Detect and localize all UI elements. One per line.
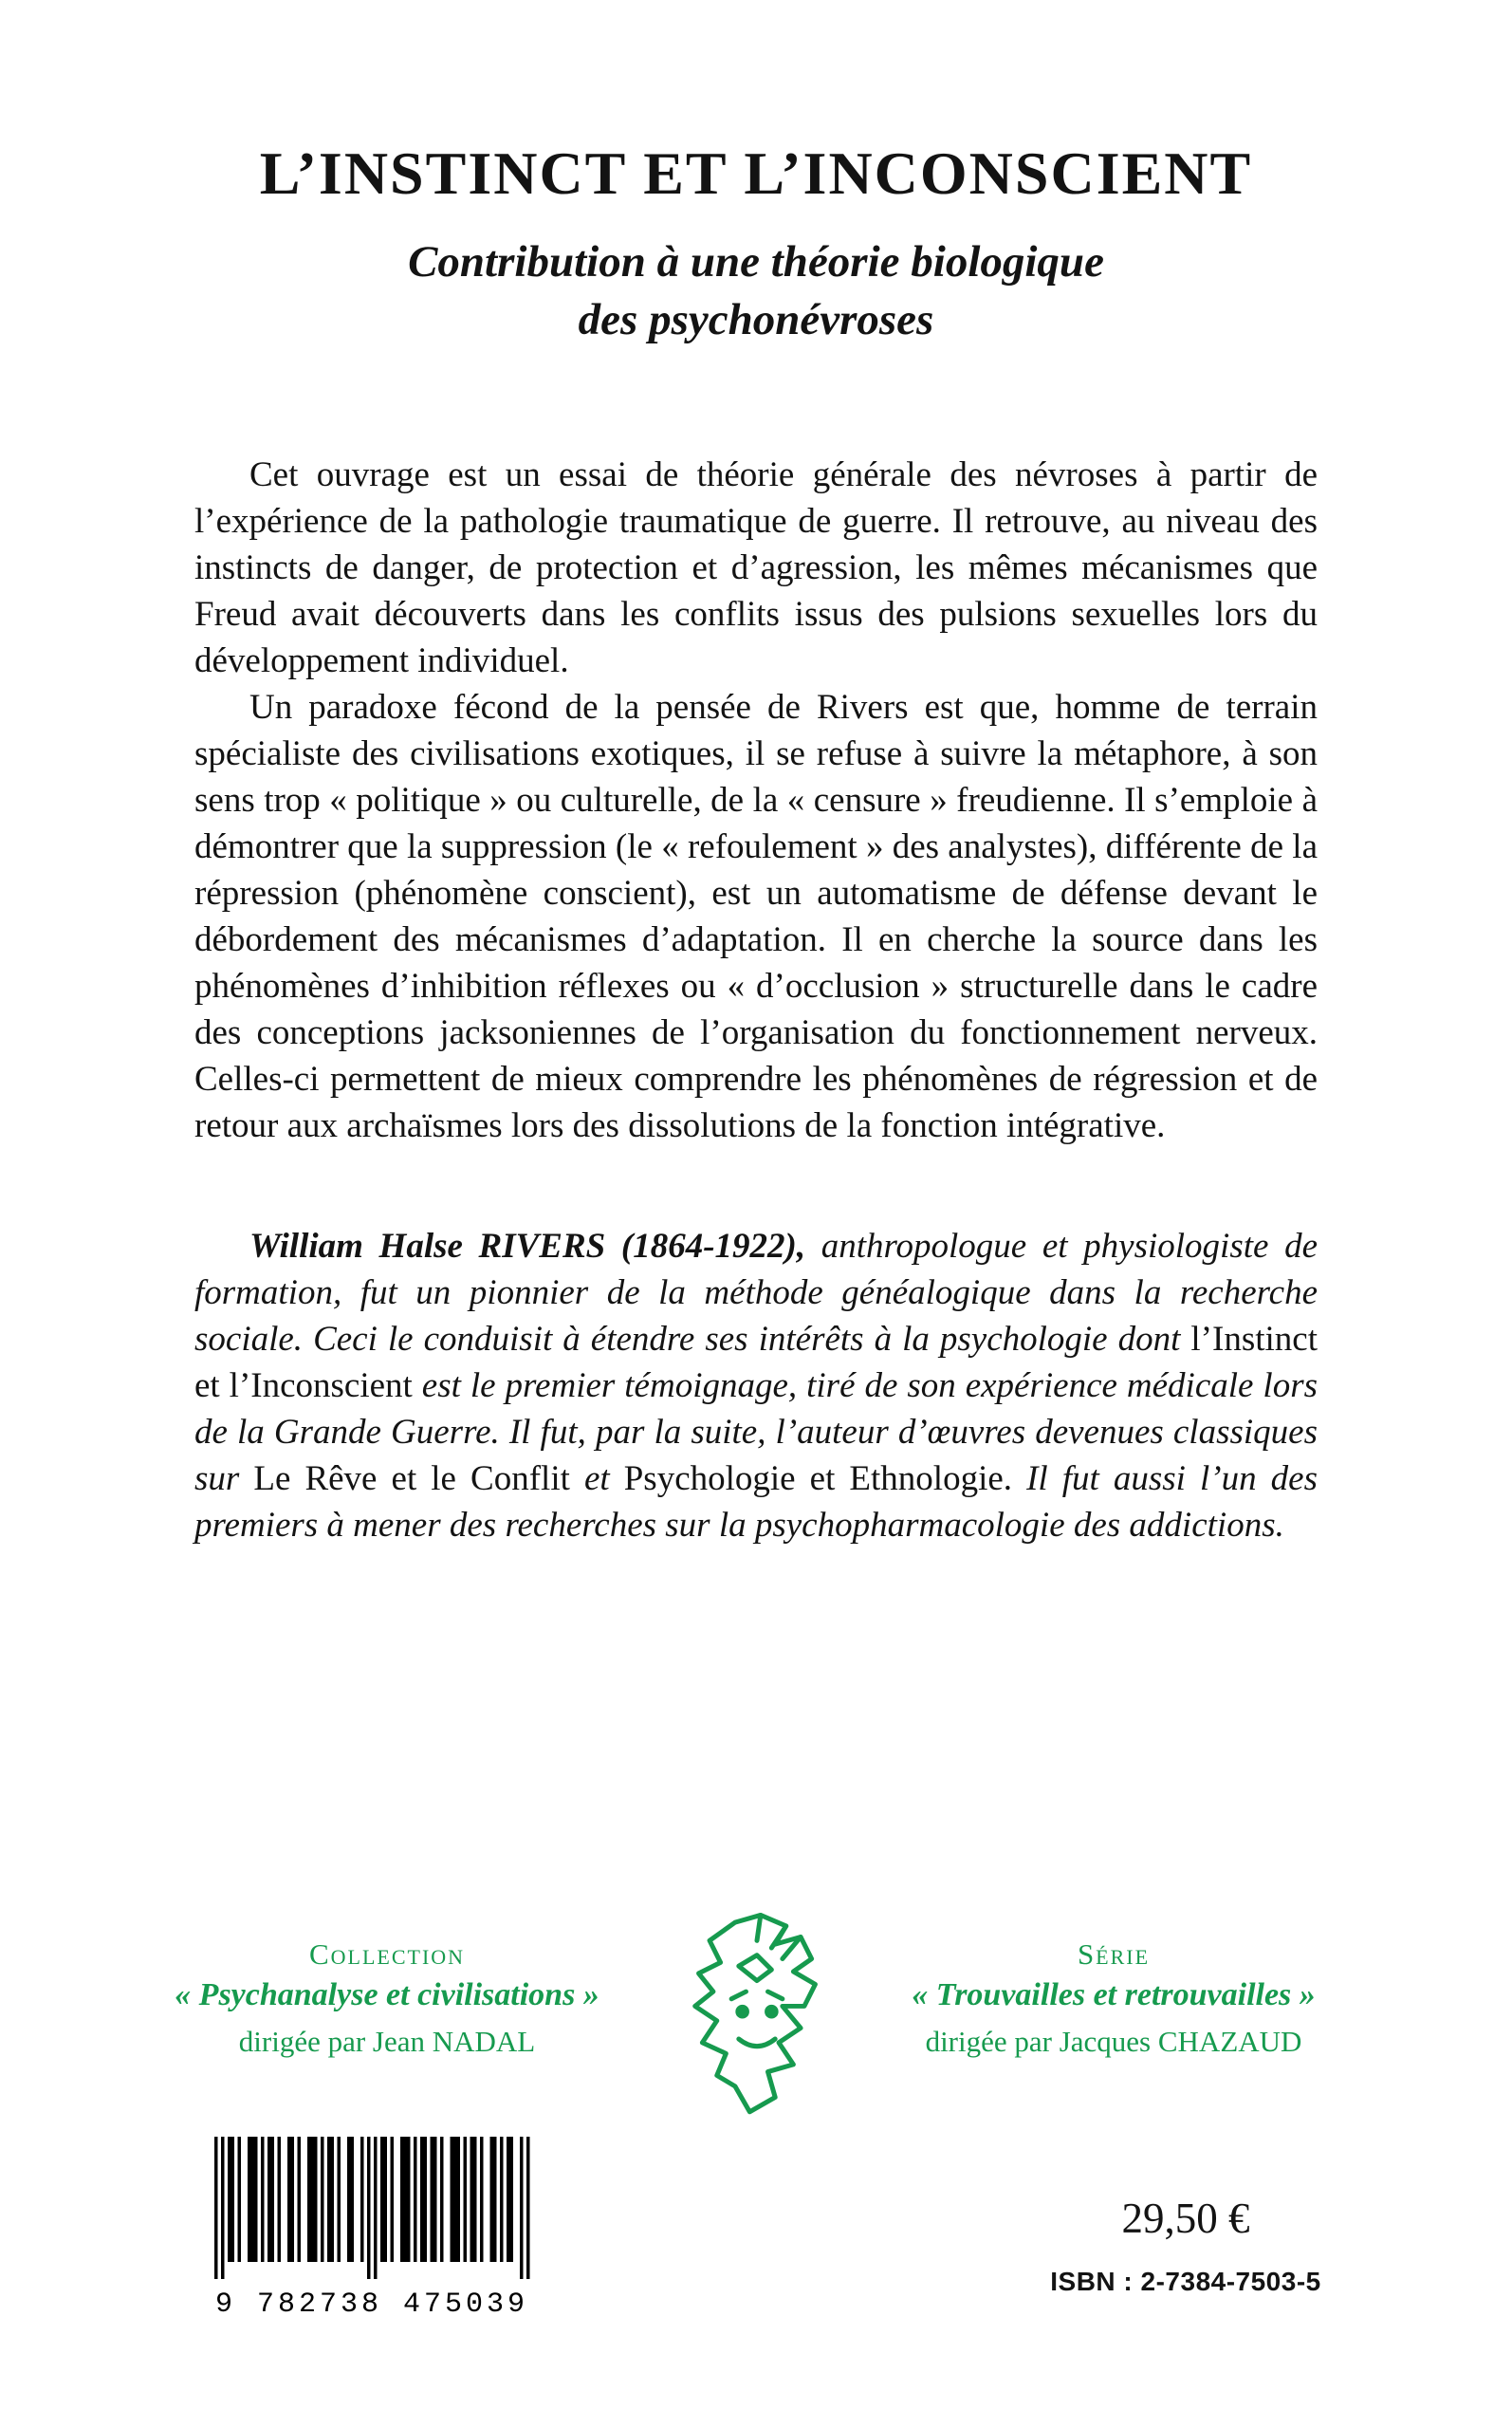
- book-title: L’INSTINCT ET L’INCONSCIENT: [259, 139, 1253, 207]
- publisher-logo-icon: [666, 1909, 848, 2123]
- series-director: dirigée par Jacques CHAZAUD: [925, 2025, 1302, 2058]
- synopsis-paragraph-2: Un paradoxe fécond de la pensée de Rivers est que, homme de terrain spécialiste des civilisations exotiques, il se refuse à suivre la métaphore, à son sens trop « politique » ou culturelle, de la « censure » freudienne. Il s’emploie à démontrer que la suppression (le « refoulement » des analystes), différente de la répression (phénomène conscient), est un automatisme de défense devant le débordement des mécanismes d’adaptation. Il en cherche la source dans les phénomènes d’inhibition réflexes ou « d’occlusion » structurelle dans le cadre des conceptions jacksoniennes de l’organisation du fonctionnement nerveux. Celles-ci permettent de mieux comprendre les phénomènes de régression et de retour aux archaïsmes lors des dissolutions de la fonction intégrative.: [194, 688, 1318, 1145]
- series-info: [839, 1937, 1389, 2059]
- barcode: [211, 2137, 533, 2321]
- collection-label: Collection: [308, 1937, 466, 1971]
- price: 29,50 €: [1121, 2195, 1250, 2242]
- series-name: « Trouvailles et retrouvailles »: [912, 1977, 1316, 2012]
- collection-director: dirigée par Jean NADAL: [238, 2025, 536, 2058]
- subtitle-line-2: des psychonévroses: [578, 295, 934, 344]
- book-subtitle: [0, 233, 1512, 349]
- bio-segment-7: Il fut aussi l’un des premiers à mener des recherches sur la psychopharmacologie des addictions.: [194, 1459, 1318, 1545]
- publisher-logo: [666, 1909, 848, 2123]
- collection-name: « Psychanalyse et civilisations »: [175, 1977, 599, 2012]
- author-name: William Halse RIVERS (1864-1922),: [249, 1227, 821, 1266]
- bio-segment-5: et: [583, 1459, 624, 1498]
- subtitle-line-1: Contribution à une théorie biologique: [408, 237, 1104, 287]
- synopsis: [194, 452, 1318, 1149]
- barcode-digits: 9 782738 475039: [214, 2289, 529, 2321]
- author-bio: [194, 1223, 1318, 1548]
- bio-segment-4: Le Rêve et le Conflit: [253, 1459, 584, 1498]
- bio-segment-3: est le premier témoignage, tiré de son expérience médicale lors de la Grande Guerre. Il fut, par la suite, l’auteur d’œuvres devenues classiques sur: [194, 1366, 1318, 1498]
- bio-segment-2: l’Instinct et l’Inconscient: [194, 1320, 1318, 1405]
- isbn: ISBN : 2-7384-7503-5: [1050, 2267, 1321, 2296]
- bio-segment-1: anthropologue et physiologiste de formation, fut un pionnier de la méthode généalogique dans la recherche sociale. Ceci le conduisit à étendre ses intérêts à la psychologie dont: [194, 1227, 1318, 1359]
- price-and-isbn: [968, 2194, 1404, 2297]
- series-label: Série: [1077, 1937, 1151, 1971]
- bio-segment-6: Psychologie et Ethnologie.: [623, 1459, 1027, 1498]
- synopsis-paragraph-1: Cet ouvrage est un essai de théorie générale des névroses à partir de l’expérience de la pathologie traumatique de guerre. Il retrouve, au niveau des instincts de danger, de protection et d’agression, les mêmes mécanismes que Freud avait découverts dans les conflits issus des pulsions sexuelles lors du développement individuel.: [194, 455, 1318, 680]
- collection-info: [112, 1937, 662, 2059]
- barcode-bars: [214, 2137, 530, 2279]
